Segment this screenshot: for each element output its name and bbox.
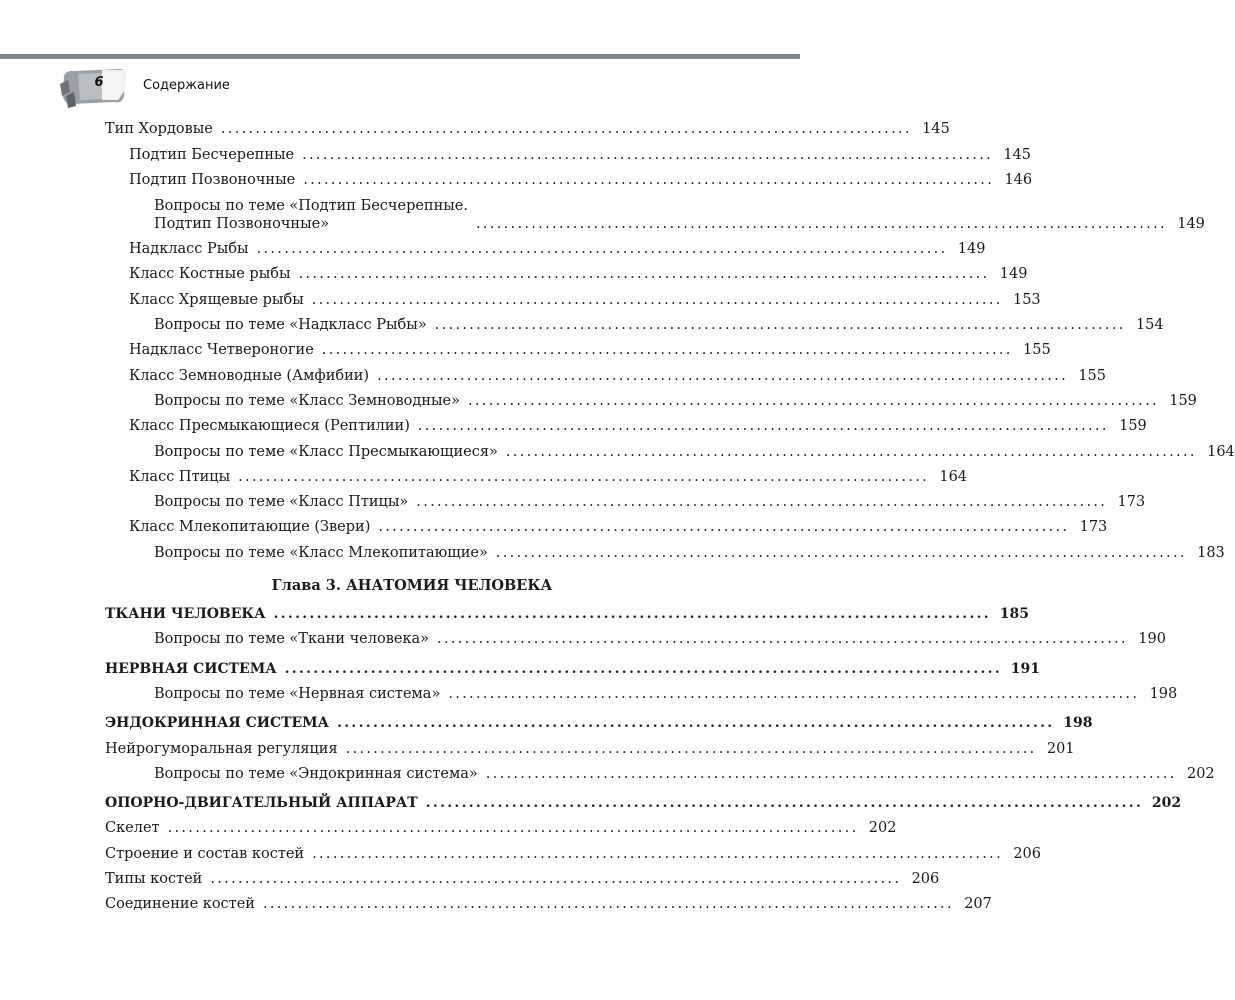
toc-page-number: 198 <box>1149 685 1178 702</box>
dot-leader: .................................................................................................... <box>284 660 1003 677</box>
toc-entry-label <box>154 197 468 233</box>
dot-leader: .................................................................................................... <box>256 241 948 258</box>
toc-entry[interactable] <box>105 312 1164 337</box>
dot-leader: .................................................................................................... <box>312 845 1004 862</box>
toc-page-number: 145 <box>1003 146 1032 163</box>
toc-entry[interactable] <box>105 601 1029 626</box>
toc-page-number: 201 <box>1046 740 1075 757</box>
toc-entry[interactable] <box>105 141 1032 166</box>
toc-entry-label: Вопросы по теме «Класс Пресмыкающиеся» <box>154 443 498 460</box>
dot-leader: .................................................................................................... <box>321 342 1013 359</box>
toc-entry[interactable] <box>105 761 1215 786</box>
toc-entry-label: Класс Млекопитающие (Звери) <box>129 519 371 536</box>
toc-entry[interactable] <box>105 116 950 141</box>
dot-leader: .................................................................................................... <box>485 765 1177 782</box>
dot-leader: .................................................................................................... <box>448 685 1140 702</box>
toc-page-number: 206 <box>911 871 940 888</box>
toc-entry[interactable] <box>105 464 968 489</box>
top-rule <box>0 54 800 59</box>
toc-entry[interactable] <box>105 489 1146 514</box>
toc-entry[interactable] <box>105 388 1197 413</box>
toc-entry[interactable] <box>105 337 1051 362</box>
dot-leader: .................................................................................................... <box>303 171 995 188</box>
toc-entry-label: Класс Костные рыбы <box>129 266 291 283</box>
toc-entry[interactable] <box>105 626 1166 651</box>
chapter-title: Глава 3. АНАТОМИЯ ЧЕЛОВЕКА <box>271 576 553 594</box>
toc-entry-label: Нейрогуморальная регуляция <box>105 740 338 757</box>
dot-leader: .................................................................................................... <box>378 519 1070 536</box>
toc-entry-label-line1: Вопросы по теме «Подтип Бесчерепные. <box>154 197 468 214</box>
toc-page-number: 202 <box>868 820 897 837</box>
toc-entry-label: Надкласс Четвероногие <box>129 342 314 359</box>
toc-entry[interactable] <box>105 362 1107 387</box>
toc-entry-label: Вопросы по теме «Класс Птицы» <box>154 494 409 511</box>
toc-page-number: 164 <box>939 468 968 485</box>
toc-entry-label: ОПОРНО-ДВИГАТЕЛЬНЫЙ АППАРАТ <box>105 795 418 812</box>
toc-entry-label: Вопросы по теме «Ткани человека» <box>154 631 430 648</box>
dot-leader: .................................................................................................... <box>337 715 1055 732</box>
toc-entry-label: Подтип Позвоночные <box>129 171 296 188</box>
toc-page-number: 183 <box>1197 544 1225 561</box>
dot-leader: .................................................................................................... <box>476 215 1167 232</box>
dot-leader: .................................................................................................... <box>377 367 1069 384</box>
toc-entry[interactable] <box>105 891 992 916</box>
dot-leader: .................................................................................................... <box>298 266 990 283</box>
toc-entry[interactable] <box>105 735 1075 760</box>
toc-page-number: 202 <box>1186 765 1215 782</box>
toc-entry-label: НЕРВНАЯ СИСТЕМА <box>105 660 277 677</box>
toc-page-number: 149 <box>957 241 986 258</box>
section-title: Содержание <box>143 78 230 93</box>
toc-entry-label: Вопросы по теме «Надкласс Рыбы» <box>154 317 427 334</box>
toc-entry-label: Класс Пресмыкающиеся (Рептилии) <box>129 418 410 435</box>
toc-entry[interactable] <box>105 866 940 891</box>
table-of-contents <box>105 116 1235 916</box>
toc-page-number: 191 <box>1010 660 1041 677</box>
dot-leader: .................................................................................................... <box>262 896 954 913</box>
toc-entry-label: ЭНДОКРИННАЯ СИСТЕМА <box>105 715 330 732</box>
toc-entry-label: Строение и состав костей <box>105 845 305 862</box>
dot-leader: .................................................................................................... <box>505 443 1197 460</box>
dot-leader: .................................................................................................... <box>417 418 1109 435</box>
toc-entry-label: Тип Хордовые <box>105 121 213 138</box>
toc-page-number: 159 <box>1119 418 1147 435</box>
toc-page-number: 149 <box>999 266 1028 283</box>
toc-page-number: 198 <box>1063 715 1093 732</box>
toc-entry[interactable] <box>105 413 1147 438</box>
toc-page-number: 202 <box>1151 795 1182 812</box>
toc-entry-label: Класс Хрящевые рыбы <box>129 291 304 308</box>
toc-entry-label: Класс Птицы <box>129 468 231 485</box>
toc-page-number: 145 <box>922 121 950 138</box>
toc-page-number: 185 <box>999 606 1029 623</box>
dot-leader: .................................................................................................... <box>273 606 991 623</box>
toc-page-number: 164 <box>1207 443 1235 460</box>
toc-page-number: 173 <box>1117 494 1146 511</box>
toc-page-number: 190 <box>1138 631 1166 648</box>
toc-entry-label: Вопросы по теме «Эндокринная система» <box>154 765 478 782</box>
toc-page-number: 207 <box>964 896 992 913</box>
toc-entry[interactable] <box>105 192 1205 236</box>
toc-entry[interactable] <box>105 539 1225 564</box>
toc-page-number: 155 <box>1078 367 1107 384</box>
toc-entry-label: Скелет <box>105 820 160 837</box>
dot-leader: .................................................................................................... <box>416 494 1108 511</box>
toc-entry[interactable] <box>105 840 1042 865</box>
dot-leader: .................................................................................................... <box>345 740 1037 757</box>
toc-entry-label: Соединение костей <box>105 896 255 913</box>
dot-leader: .................................................................................................... <box>311 291 1003 308</box>
toc-entry-label: Вопросы по теме «Класс Земноводные» <box>154 392 460 409</box>
toc-entry-label: ТКАНИ ЧЕЛОВЕКА <box>105 606 266 623</box>
toc-page-number: 146 <box>1004 171 1033 188</box>
toc-page-number: 173 <box>1079 519 1108 536</box>
toc-entry[interactable] <box>105 790 1182 815</box>
toc-entry[interactable] <box>105 681 1178 706</box>
toc-entry[interactable] <box>105 514 1108 539</box>
dot-leader: .................................................................................................... <box>302 146 994 163</box>
dot-leader: .................................................................................................... <box>210 871 902 888</box>
toc-entry[interactable] <box>105 815 897 840</box>
dot-leader: .................................................................................................... <box>495 544 1187 561</box>
toc-entry-label-line2: Подтип Позвоночные» <box>154 215 330 232</box>
toc-page-number: 155 <box>1023 342 1051 359</box>
dot-leader: .................................................................................................... <box>220 121 912 138</box>
chapter-heading[interactable] <box>105 565 719 601</box>
page-number: 6 <box>94 75 104 90</box>
toc-entry-label: Надкласс Рыбы <box>129 241 249 258</box>
dot-leader: .................................................................................................... <box>467 392 1159 409</box>
toc-entry[interactable] <box>105 167 1033 192</box>
toc-entry[interactable] <box>105 261 1028 286</box>
dot-leader: .................................................................................................... <box>238 468 930 485</box>
toc-entry[interactable] <box>105 710 1093 735</box>
dot-leader: .................................................................................................... <box>425 795 1144 812</box>
toc-page-number: 149 <box>1177 215 1205 232</box>
toc-entry-label: Вопросы по теме «Нервная система» <box>154 685 441 702</box>
toc-entry-label: Класс Земноводные (Амфибии) <box>129 367 370 384</box>
dot-leader: .................................................................................................... <box>437 631 1128 648</box>
dot-leader: .................................................................................................... <box>167 820 859 837</box>
toc-page-number: 154 <box>1135 317 1164 334</box>
toc-entry-label: Типы костей <box>105 871 203 888</box>
dot-leader: .................................................................................................... <box>434 317 1126 334</box>
toc-entry[interactable] <box>105 438 1235 463</box>
toc-entry[interactable] <box>105 286 1041 311</box>
toc-entry[interactable] <box>105 236 986 261</box>
toc-entry-label: Подтип Бесчерепные <box>129 146 295 163</box>
toc-page-number: 153 <box>1012 291 1041 308</box>
toc-page-number: 159 <box>1169 392 1197 409</box>
toc-entry[interactable] <box>105 655 1041 680</box>
toc-page-number: 206 <box>1013 845 1042 862</box>
toc-entry-label: Вопросы по теме «Класс Млекопитающие» <box>154 544 488 561</box>
